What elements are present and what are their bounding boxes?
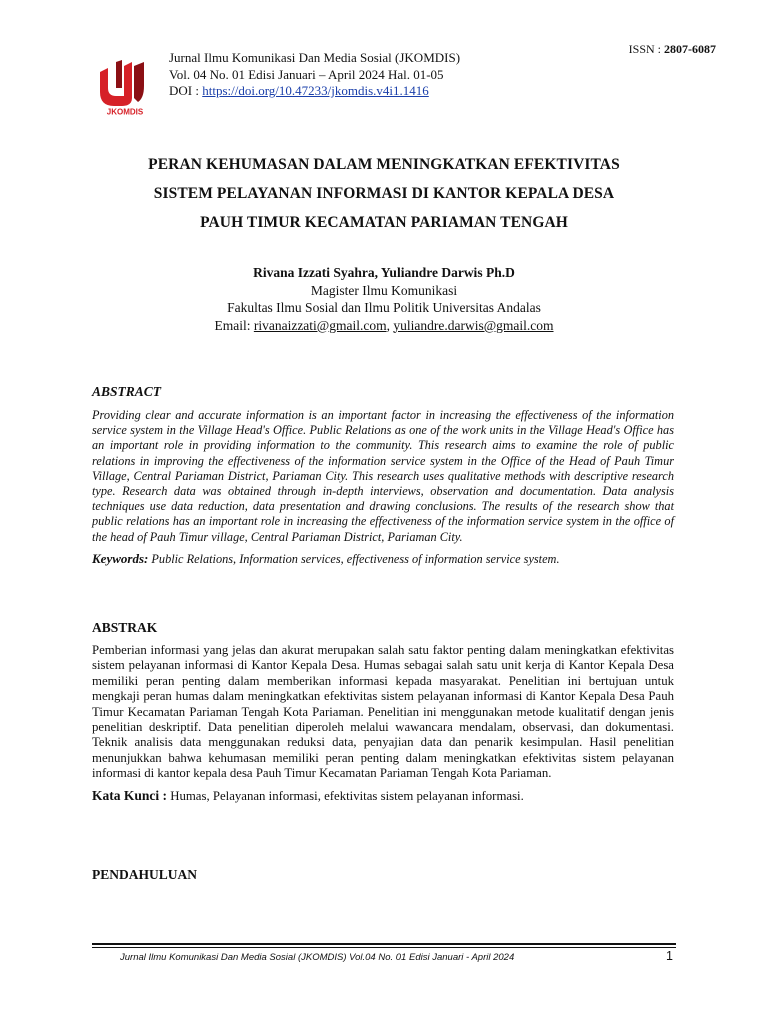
journal-header [169, 50, 460, 100]
email-link-1[interactable]: rivanaizzati@gmail.com [253, 317, 387, 333]
title-line-3: PAUH TIMUR KECAMATAN PARIAMAN TENGAH [200, 214, 568, 231]
page-number: 1 [666, 949, 673, 963]
kata-kunci-line [92, 788, 674, 804]
issn-label: ISSN : [628, 42, 664, 56]
keywords-text: Public Relations, Information services, effectiveness of information service system. [148, 551, 560, 566]
footer-rule [92, 943, 676, 945]
footer-journal-text: Jurnal Ilmu Komunikasi Dan Media Sosial (JKOMDIS) Vol.04 No. 01 Edisi Januari - April 2024 [120, 952, 515, 963]
journal-volume: Vol. 04 No. 01 Edisi Januari – April 2024 Hal. 01-05 [169, 66, 444, 82]
issn-number: 2807-6087 [664, 42, 716, 56]
paper-title [90, 150, 678, 237]
keywords-line [92, 551, 674, 567]
author-faculty: Fakultas Ilmu Sosial dan Ilmu Politik Universitas Andalas [227, 300, 541, 315]
abstract-body: Providing clear and accurate information is an important factor in increasing the effectiveness of the information service system in the Village Head's Office. Public Relations as one of the work units in the Village Head's Office has an important role in providing information to the community. This research aims to examine the role of public relations in improving the effectiveness of the information service system in the Office of the Head of Pauh Timur Village, Central Pariaman District, Pariaman City. This research uses qualitative methods with descriptive research type. Research data was obtained through in-depth interviews, observation and documentation. Data analysis techniques use data reduction, data presentation and drawing conclusions. The results of the research show that public relations has an important role in increasing the effectiveness of the information service system in the office of the head of Pauh Timur village, Central Pariaman District, Pariaman City. [92, 408, 674, 544]
doi-label: DOI : [169, 83, 203, 98]
author-block [90, 264, 678, 334]
email-separator: , [386, 317, 394, 333]
jkomdis-logo-icon [94, 58, 156, 116]
section-heading-pendahuluan: PENDAHULUAN [92, 867, 198, 882]
doi-link[interactable]: https://doi.org/10.47233/jkomdis.v4i1.1416 [202, 83, 429, 98]
author-names: Rivana Izzati Syahra, Yuliandre Darwis Ph.D [253, 265, 515, 280]
issn [629, 42, 716, 57]
kata-kunci-text: Humas, Pelayanan informasi, efektivitas sistem pelayanan informasi. [167, 788, 524, 803]
journal-name: Jurnal Ilmu Komunikasi Dan Media Sosial (JKOMDIS) [169, 50, 461, 65]
author-program: Magister Ilmu Komunikasi [310, 282, 458, 298]
kata-kunci-label: Kata Kunci : [92, 787, 168, 803]
keywords-label: Keywords: [92, 550, 149, 566]
email-link-2[interactable]: yuliandre.darwis@gmail.com [393, 317, 554, 333]
abstract-heading: ABSTRACT [92, 384, 162, 399]
abstrak-heading: ABSTRAK [92, 620, 158, 635]
title-line-2: SISTEM PELAYANAN INFORMASI DI KANTOR KEPALA DESA [153, 185, 615, 202]
abstract-indonesian [92, 620, 674, 804]
email-label: Email: [214, 317, 254, 333]
footer-rule-thin [92, 947, 676, 948]
journal-doi [169, 83, 460, 100]
title-line-1: PERAN KEHUMASAN DALAM MENINGKATKAN EFEKTIVITAS [148, 156, 620, 173]
journal-logo [94, 58, 156, 116]
author-email [90, 317, 678, 335]
abstrak-body: Pemberian informasi yang jelas dan akurat merupakan salah satu faktor penting dalam meningkatkan efektivitas sistem pelayanan informasi di Kantor Kepala Desa. Humas sebagai salah satu unit kerja di Kantor Kepala Desa memiliki peran penting dalam memberikan informasi kepada masyarakat. Penelitian ini bertujuan untuk mengkaji peran humas dalam meningkatkan efektivitas sistem pelayanan informasi di Kantor Kepala Desa Pauh Timur Kecamatan Pariaman Tengah Kota Pariaman. Penelitian ini menggunakan metode kualitatif dengan jenis penelitian deskriptif. Data penelitian diperoleh melalui wawancara mendalam, observasi, dan dokumentasi. Teknik analisis data menggunakan reduksi data, penyajian data dan penarik kesimpulan. Hasil penelitian menunjukkan bahwa kehumasan memiliki peran penting dalam meningkatkan efektivitas sistem pelayanan informasi di kantor kepala desa Pauh Timur Kecamatan Pariaman Tengah Kota Pariaman. [92, 643, 674, 781]
abstract-english [92, 384, 674, 567]
logo-text: JKOMDIS [106, 107, 144, 116]
